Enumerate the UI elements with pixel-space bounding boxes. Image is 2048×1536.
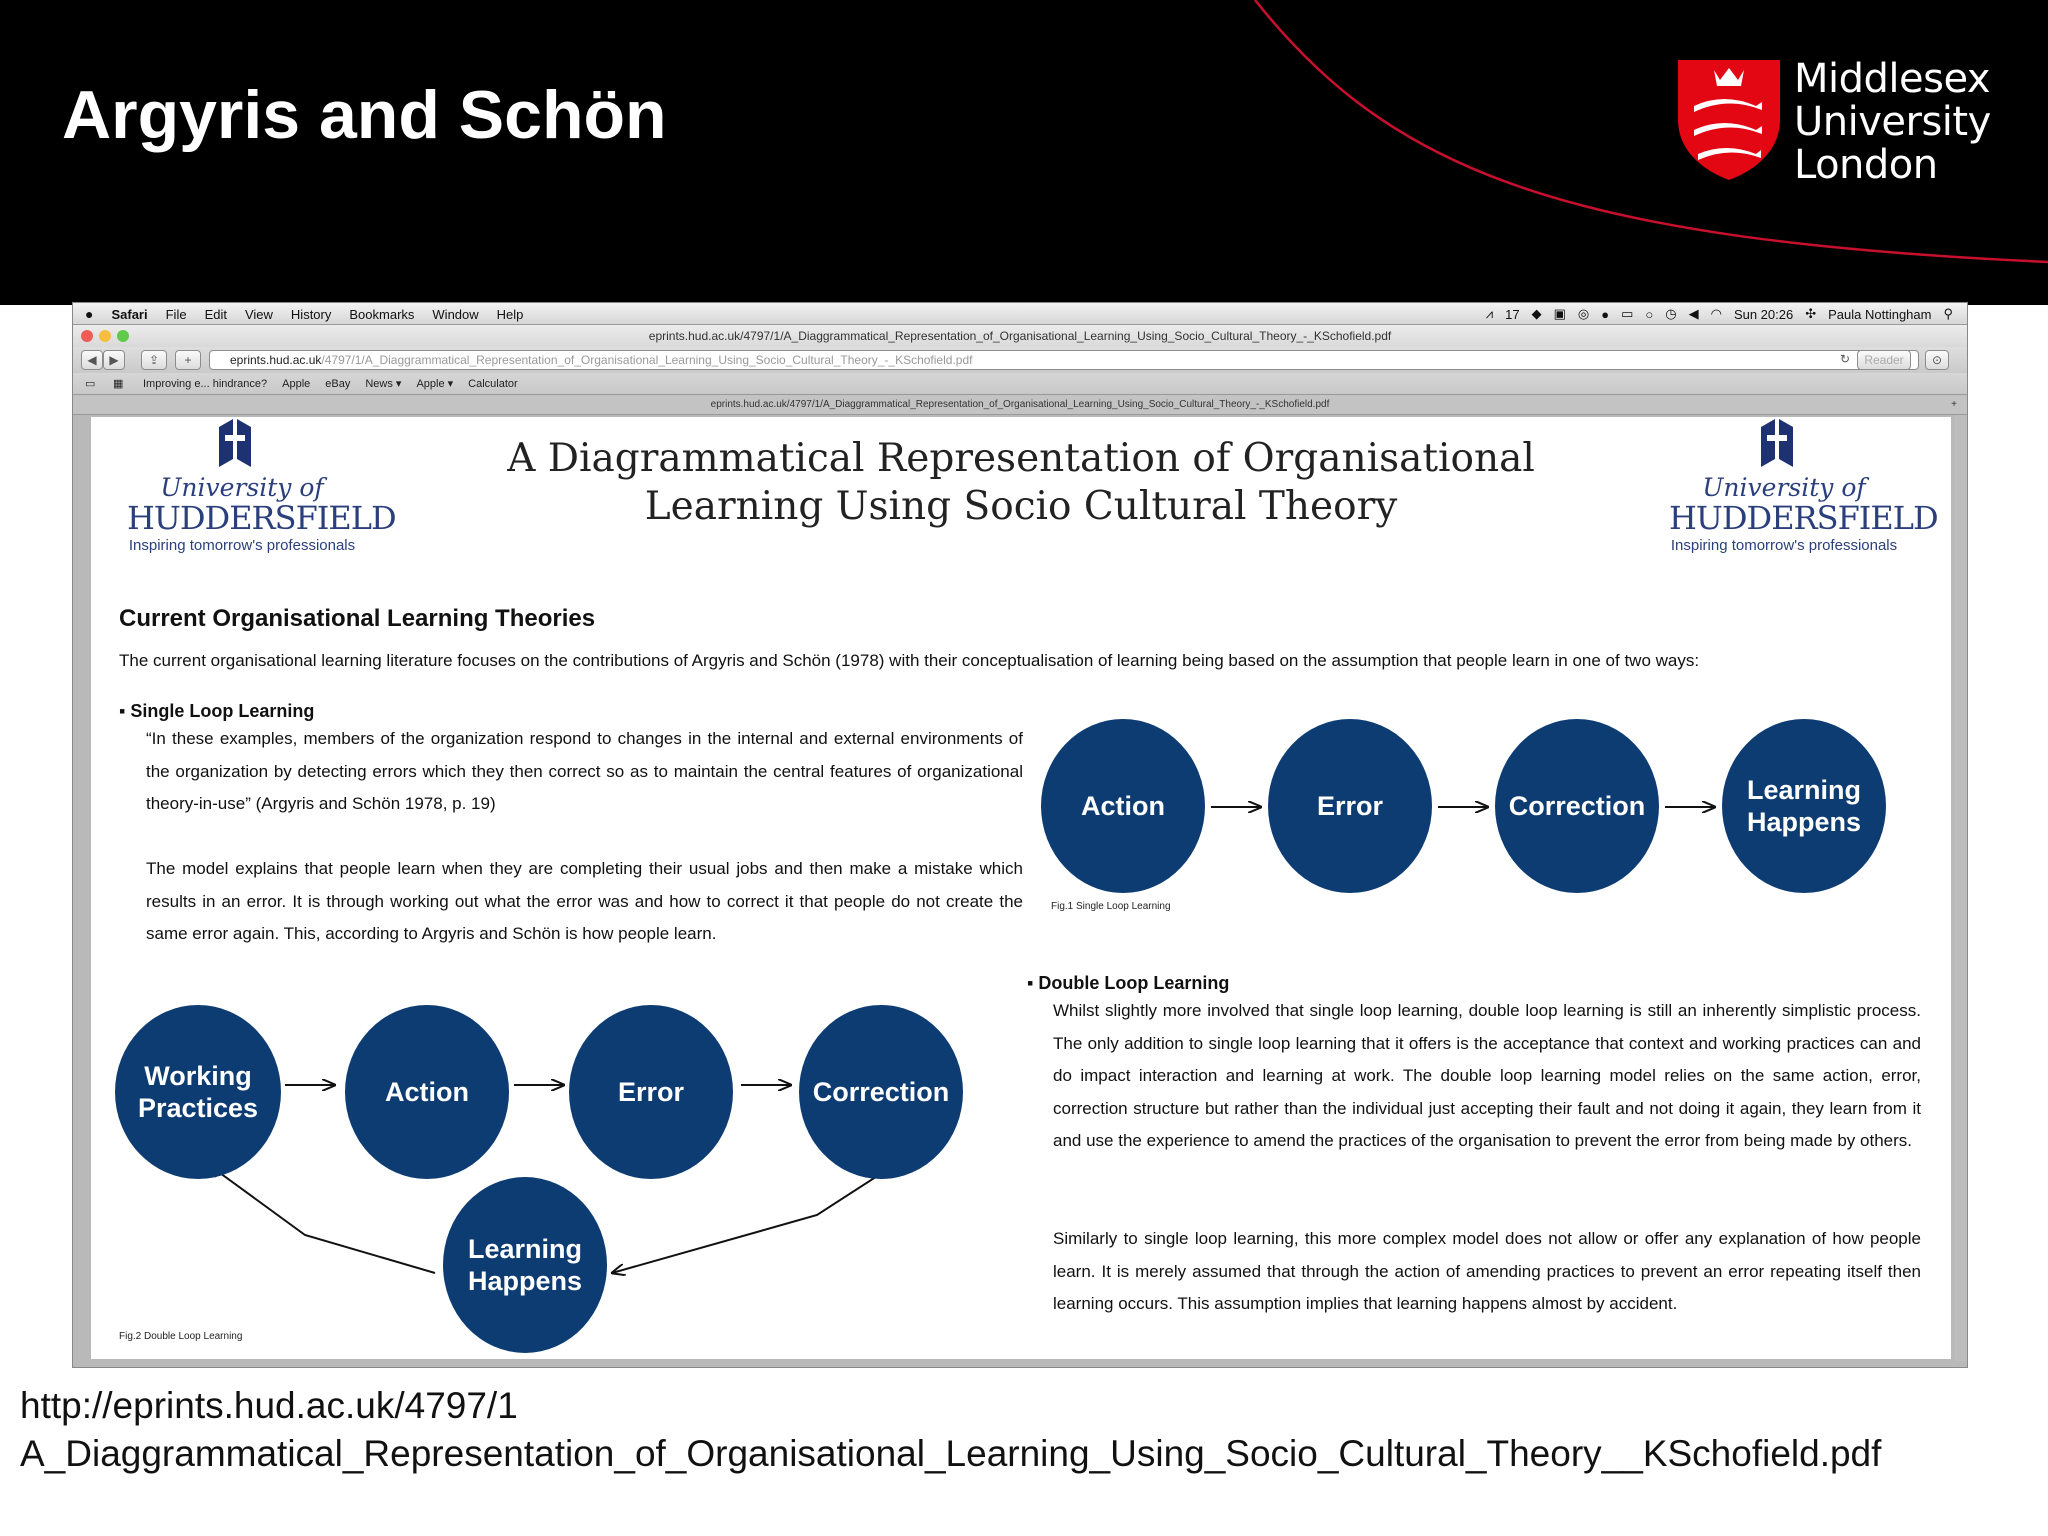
logo-line: University xyxy=(1794,99,1991,145)
middlesex-shield-icon xyxy=(1676,58,1782,182)
bluetooth-icon[interactable]: ✣ xyxy=(1805,306,1817,321)
apple-icon[interactable]: ● xyxy=(85,306,94,322)
bookmarks-bar xyxy=(73,373,1967,395)
bookmark-item[interactable]: Improving e... hindrance? xyxy=(143,378,268,390)
fig1-node-correction: Correction xyxy=(1495,719,1659,893)
menu-window[interactable]: Window xyxy=(432,306,479,322)
fig1-node-action: Action xyxy=(1041,719,1205,893)
pdf-title-line: Learning Using Socio Cultural Theory xyxy=(644,484,1398,529)
slide-title: Argyris and Schön xyxy=(62,77,667,153)
logo-line1: University of xyxy=(1702,473,1866,502)
double-loop-para2: Similarly to single loop learning, this more complex model does not allow or offer any explanation of how people learn. It is merely assumed that through the action of amending practices to prevent an error repeating itself then learning occurs. This assumption implies that learning happens almost by accident. xyxy=(1053,1229,1921,1313)
address-path: /4797/1/A_Diaggrammatical_Representation_of_Organisational_Learning_Using_Socio_Cultural_Theory_-_KSchofield.pdf xyxy=(321,353,973,367)
fig2-node-error: Error xyxy=(569,1005,733,1179)
fig1-arrows xyxy=(91,417,1951,1359)
reload-icon[interactable]: ↻ xyxy=(1839,352,1851,366)
new-tab-icon[interactable]: + xyxy=(1951,399,1957,410)
double-loop-para1: Whilst slightly more involved that single loop learning, double loop learning is still an inherently simplistic process. The only addition to single loop learning that it offers is the acceptance that context and working practices can and do impact interaction and learning at work. The double loop learning model relies on the same action, error, correction structure but rather than the individual just accepting their fault and not doing it again, they learn from it and use the experience to amend the practices of the organisation to prevent the error from being made by others. xyxy=(1053,1001,1921,1150)
volume-icon[interactable]: ◀ xyxy=(1688,306,1699,321)
fig1-caption: Fig.1 Single Loop Learning xyxy=(1051,901,1171,912)
address-bar[interactable] xyxy=(209,350,1919,370)
source-url xyxy=(20,1382,1881,1478)
wifi-icon[interactable]: ◠ xyxy=(1710,306,1722,321)
new-tab-button[interactable]: + xyxy=(175,350,201,370)
pdf-title-line: A Diagrammatical Representation of Organisational xyxy=(507,436,1535,481)
scrollbar[interactable] xyxy=(1955,415,1967,1361)
logo-line: Middlesex xyxy=(1794,56,1991,102)
logo-line3: Inspiring tomorrow's professionals xyxy=(128,537,356,554)
battery-icon[interactable]: ▭ xyxy=(1621,306,1634,321)
back-button[interactable]: ◀ xyxy=(81,350,103,370)
close-window-icon[interactable] xyxy=(81,330,93,342)
minimize-window-icon[interactable] xyxy=(99,330,111,342)
menu-file[interactable]: File xyxy=(165,306,187,322)
zoom-window-icon[interactable] xyxy=(117,330,129,342)
tab-bar xyxy=(73,395,1967,415)
downloads-button[interactable]: ⊙ xyxy=(1925,350,1949,370)
fig2-node-working-practices: Working Practices xyxy=(115,1005,281,1179)
spotlight-icon[interactable]: ⚲ xyxy=(1943,306,1953,321)
dropbox-icon[interactable]: ◆ xyxy=(1531,306,1542,321)
window-title: eprints.hud.ac.uk/4797/1/A_Diaggrammatical_Representation_of_Organisational_Learning_Using_Socio_Cultural_Theory_-_KSchofield.pdf xyxy=(648,329,1392,343)
double-loop-heading: ▪ Double Loop Learning xyxy=(1027,973,1230,993)
source-url-line: http://eprints.hud.ac.uk/4797/1 xyxy=(20,1385,518,1426)
middlesex-logo xyxy=(1676,58,2006,188)
browser-screenshot xyxy=(72,302,1968,1368)
reader-button[interactable]: Reader xyxy=(1857,350,1911,370)
fig1-node-learning: Learning Happens xyxy=(1722,719,1886,893)
bookmark-item[interactable]: Calculator xyxy=(468,378,518,390)
section-heading: Current Organisational Learning Theories xyxy=(119,605,596,632)
time-machine-icon[interactable]: ◷ xyxy=(1665,306,1677,321)
title-banner xyxy=(0,0,2048,305)
sync-icon[interactable]: ◎ xyxy=(1577,306,1590,321)
fig2-arrow xyxy=(209,1165,435,1273)
screens-icon[interactable]: ▣ xyxy=(1553,306,1566,321)
top-sites-icon[interactable]: ▦ xyxy=(113,378,124,390)
fig2-node-learning: Learning Happens xyxy=(443,1177,607,1353)
single-loop-heading: ▪ Single Loop Learning xyxy=(119,701,315,721)
logo-line1: University of xyxy=(160,473,324,502)
adobe-icon[interactable]: ⩘ xyxy=(1485,306,1494,321)
logo-line2: HUDDERSFIELD xyxy=(1669,499,1938,537)
share-button[interactable]: ⇪ xyxy=(141,350,167,370)
menu-bookmarks[interactable]: Bookmarks xyxy=(349,306,415,322)
menu-edit[interactable]: Edit xyxy=(204,306,227,322)
menu-app-name[interactable]: Safari xyxy=(111,306,148,322)
bookmark-item[interactable]: News ▾ xyxy=(365,378,402,390)
pdf-page xyxy=(91,417,1951,1359)
camera-icon[interactable]: ● xyxy=(1601,306,1610,322)
mac-menubar xyxy=(73,303,1967,325)
user-name[interactable]: Paula Nottingham xyxy=(1828,306,1932,322)
chat-icon[interactable]: ○ xyxy=(1645,306,1654,322)
menu-help[interactable]: Help xyxy=(496,306,524,322)
window-titlebar xyxy=(73,325,1967,347)
logo-line: London xyxy=(1794,142,1938,188)
single-loop-explanation: The model explains that people learn when they are completing their usual jobs and then make a mistake which results in an error. It is through working out what the error was and how to correct it that people do not create the same error again. This, according to Argyris and Schön is how people learn. xyxy=(146,859,1023,943)
menu-view[interactable]: View xyxy=(244,306,273,322)
fig1-node-error: Error xyxy=(1268,719,1432,893)
address-host: eprints.hud.ac.uk xyxy=(230,353,322,367)
forward-button[interactable]: ▶ xyxy=(103,350,125,370)
fig2-node-correction: Correction xyxy=(799,1005,963,1179)
tab-active[interactable]: eprints.hud.ac.uk/4797/1/A_Diaggrammatical_Representation_of_Organisational_Learning_Using_Socio_Cultural_Theory_-_KSchofield.pdf xyxy=(710,399,1330,410)
bookmark-item[interactable]: Apple ▾ xyxy=(416,378,454,390)
bookmark-item[interactable]: Apple xyxy=(282,378,311,390)
fig2-node-action: Action xyxy=(345,1005,509,1179)
bookmark-item[interactable]: eBay xyxy=(325,378,351,390)
clock[interactable]: Sun 20:26 xyxy=(1733,306,1794,322)
logo-line2: HUDDERSFIELD xyxy=(127,499,396,537)
intro-text: The current organisational learning literature focuses on the contributions of Argyris and Schön (1978) with their conceptualisation of learning being based on the assumption that people learn in one of two ways: xyxy=(119,651,1700,670)
menu-history[interactable]: History xyxy=(290,306,332,322)
browser-toolbar xyxy=(73,347,1967,373)
logo-line3: Inspiring tomorrow's professionals xyxy=(1670,537,1898,554)
reading-list-icon[interactable]: ▭ xyxy=(85,378,96,390)
single-loop-quote: “In these examples, members of the organization respond to changes in the internal and external environments of the organization by detecting errors which they then correct so as to maintain the central features of organizational theory-in-use” (Argyris and Schön 1978, p. 19) xyxy=(146,729,1023,813)
source-url-line: A_Diaggrammatical_Representation_of_Organisational_Learning_Using_Socio_Cultural_Theory__KSchofield.pdf xyxy=(20,1433,1882,1474)
fig2-caption: Fig.2 Double Loop Learning xyxy=(119,1331,243,1342)
status-count[interactable]: 17 xyxy=(1505,306,1520,322)
